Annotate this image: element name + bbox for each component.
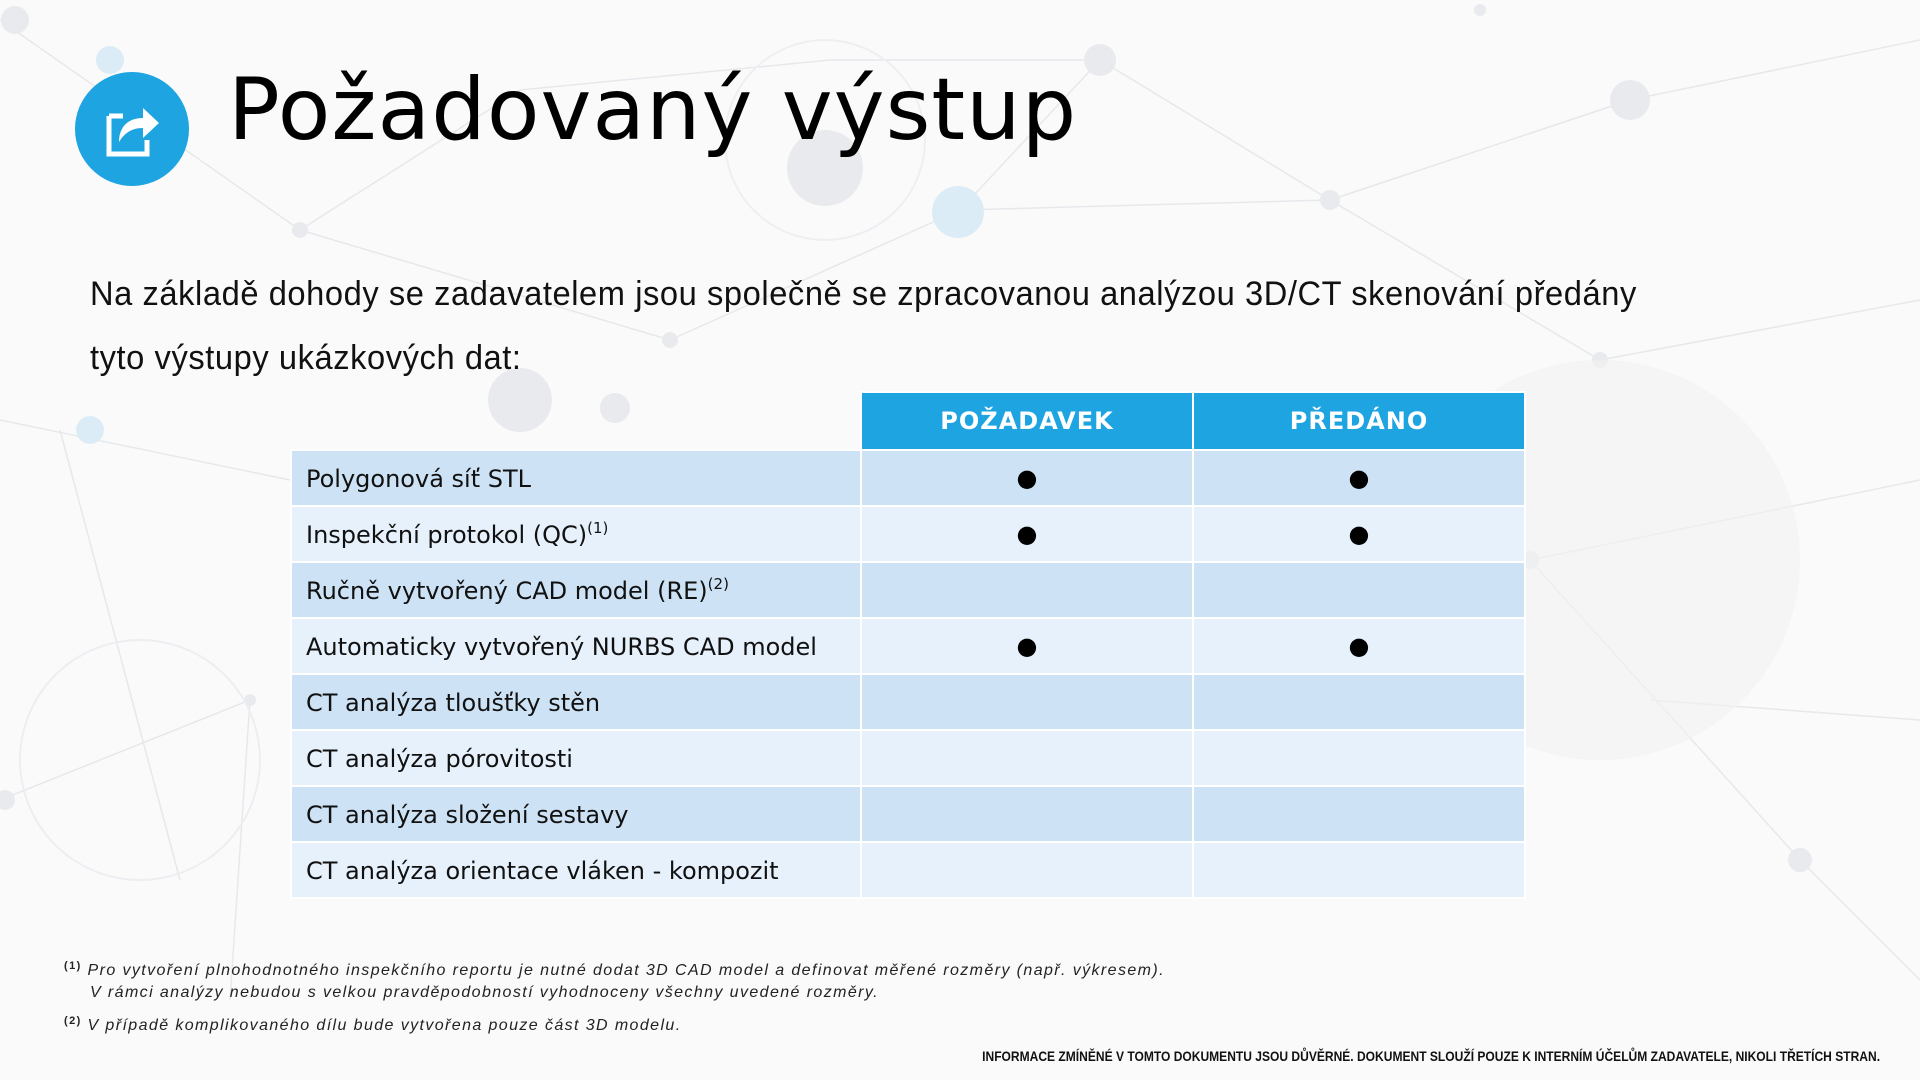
- footnote-text: Pro vytvoření plnohodnotného inspekčního reportu je nutné dodat 3D CAD model a definovat měřené rozměry (např. výkresem).: [87, 962, 1165, 979]
- required-mark: [861, 786, 1193, 842]
- required-mark: ●: [861, 450, 1193, 506]
- delivered-mark: [1193, 562, 1525, 618]
- table-row: [291, 562, 1525, 618]
- footnote-text: V případě komplikovaného dílu bude vytvořena pouze část 3D modelu.: [87, 1017, 682, 1034]
- required-mark: ●: [861, 618, 1193, 674]
- table-header-blank: [291, 392, 861, 450]
- column-header-delivered: PŘEDÁNO: [1193, 392, 1525, 450]
- row-label: CT analýza orientace vláken - kompozit: [291, 842, 861, 898]
- row-label: CT analýza složení sestavy: [291, 786, 861, 842]
- table-row: [291, 786, 1525, 842]
- delivered-mark: [1193, 786, 1525, 842]
- required-mark: [861, 562, 1193, 618]
- footnote-text-continued: V rámci analýzy nebudou s velkou pravděpodobností vyhodnoceny všechny uvedené rozměry.: [90, 984, 879, 1001]
- footnote-2: [64, 1010, 1165, 1037]
- required-mark: ●: [861, 506, 1193, 562]
- delivered-mark: ●: [1193, 506, 1525, 562]
- row-label: CT analýza tloušťky stěn: [291, 674, 861, 730]
- delivered-mark: [1193, 842, 1525, 898]
- intro-text: Na základě dohody se zadavatelem jsou společně se zpracovanou analýzou 3D/CT skenování předány tyto výstupy ukázkových dat:: [90, 275, 1637, 377]
- row-label: Polygonová síť STL: [291, 450, 861, 506]
- row-label: Ručně vytvořený CAD model (RE)$^{(2)}$: [291, 562, 861, 618]
- output-table: [290, 391, 1526, 899]
- confidentiality-disclaimer: INFORMACE ZMÍNĚNÉ V TOMTO DOKUMENTU JSOU DŮVĚRNÉ. DOKUMENT SLOUŽÍ POUZE K INTERNÍM ÚČELŮM ZADAVATELE, NIKOLI TŘETÍCH STRAN.: [982, 1048, 1880, 1064]
- required-mark: [861, 842, 1193, 898]
- table-row: [291, 842, 1525, 898]
- delivered-mark: [1193, 674, 1525, 730]
- row-label: Automaticky vytvořený NURBS CAD model: [291, 618, 861, 674]
- table-row: [291, 506, 1525, 562]
- footnotes: [64, 955, 1165, 1043]
- table-row: [291, 730, 1525, 786]
- footnote-marker: (1): [64, 960, 82, 972]
- page-title: Požadovaný výstup: [228, 60, 1078, 160]
- column-header-required: POŽADAVEK: [861, 392, 1193, 450]
- delivered-mark: [1193, 730, 1525, 786]
- delivered-mark: ●: [1193, 450, 1525, 506]
- required-mark: [861, 674, 1193, 730]
- share-arrow-icon: [75, 72, 189, 186]
- table-row: [291, 674, 1525, 730]
- footnote-marker: (2): [64, 1015, 82, 1027]
- required-mark: [861, 730, 1193, 786]
- delivered-mark: ●: [1193, 618, 1525, 674]
- table-row: [291, 450, 1525, 506]
- row-label: CT analýza pórovitosti: [291, 730, 861, 786]
- table-header-row: [291, 392, 1525, 450]
- footnote-1: [64, 955, 1165, 1004]
- row-label: Inspekční protokol (QC)$^{(1)}$: [291, 506, 861, 562]
- table-row: [291, 618, 1525, 674]
